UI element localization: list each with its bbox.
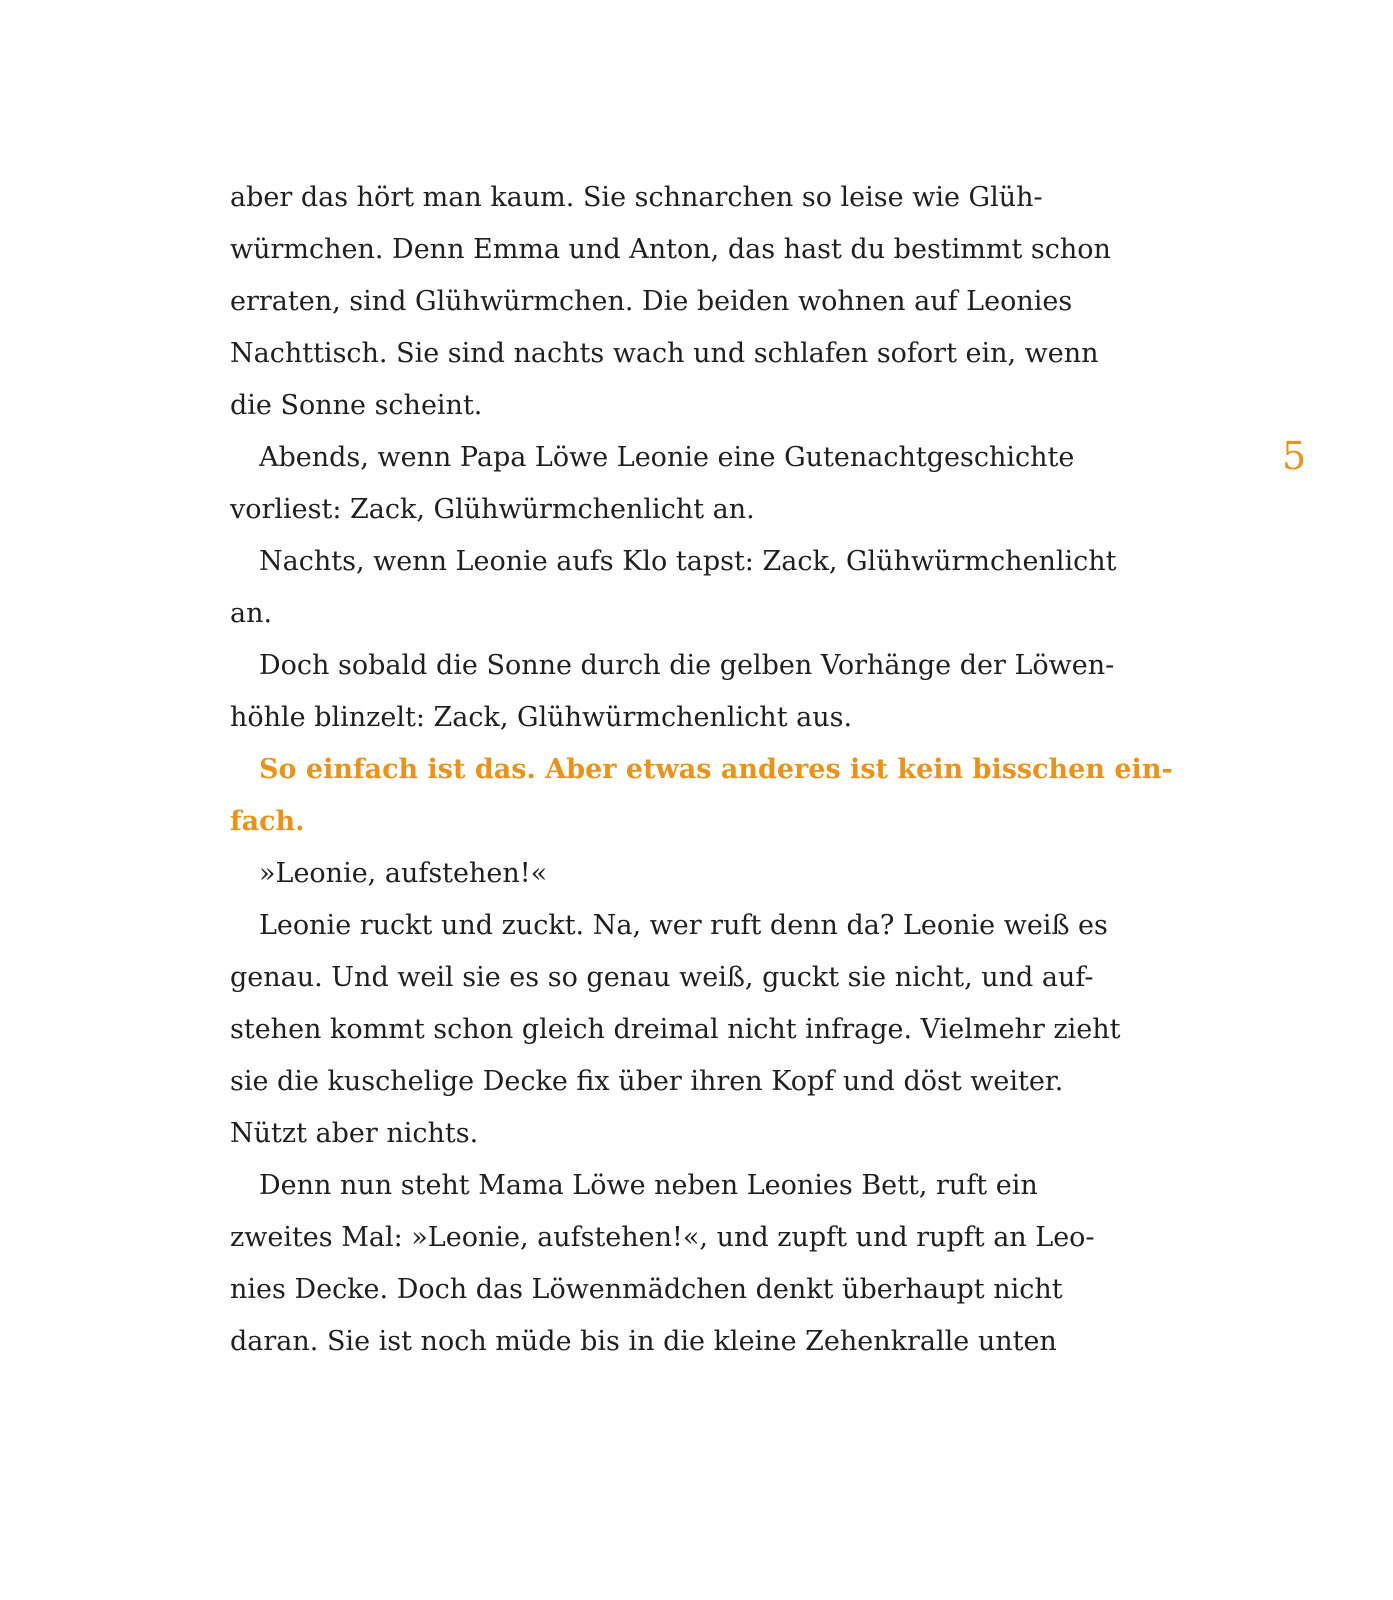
text-line: Doch sobald die Sonne durch die gelben Vorhänge der Löwen- — [259, 650, 1115, 681]
text-line: Nützt aber nichts. — [230, 1118, 479, 1149]
text-line: die Sonne scheint. — [230, 390, 483, 421]
text-line: »Leonie, aufstehen!« — [259, 858, 548, 889]
text-line: Nachttisch. Sie sind nachts wach und schlafen sofort ein, wenn — [230, 338, 1099, 369]
text-line: würmchen. Denn Emma und Anton, das hast du bestimmt schon — [230, 234, 1111, 265]
text-line: Nachts, wenn Leonie aufs Klo tapst: Zack, Glühwürmchenlicht — [259, 546, 1117, 577]
text-line: nies Decke. Doch das Löwenmädchen denkt überhaupt nicht — [230, 1274, 1063, 1305]
text-line: sie die kuschelige Decke fix über ihren Kopf und döst weiter. — [230, 1066, 1064, 1097]
page-number: 5 — [1282, 434, 1307, 478]
text-line: genau. Und weil sie es so genau weiß, guckt sie nicht, und auf- — [230, 962, 1094, 993]
text-line: stehen kommt schon gleich dreimal nicht infrage. Vielmehr zieht — [230, 1014, 1121, 1045]
highlighted-text-line: fach. — [230, 806, 305, 837]
text-line: daran. Sie ist noch müde bis in die kleine Zehenkralle unten — [230, 1326, 1057, 1357]
text-line: Leonie ruckt und zuckt. Na, wer ruft denn da? Leonie weiß es — [259, 910, 1108, 941]
text-line: Denn nun steht Mama Löwe neben Leonies Bett, ruft ein — [259, 1170, 1038, 1201]
text-line: vorliest: Zack, Glühwürmchenlicht an. — [230, 494, 755, 525]
highlighted-text-line: So einfach ist das. Aber etwas anderes ist kein bisschen ein- — [259, 754, 1173, 785]
text-line: aber das hört man kaum. Sie schnarchen so leise wie Glüh- — [230, 182, 1043, 213]
text-line: Abends, wenn Papa Löwe Leonie eine Gutenachtgeschichte — [259, 442, 1075, 473]
text-line: erraten, sind Glühwürmchen. Die beiden wohnen auf Leonies — [230, 286, 1073, 317]
text-line: höhle blinzelt: Zack, Glühwürmchenlicht aus. — [230, 702, 853, 733]
text-line: an. — [230, 598, 273, 629]
text-line: zweites Mal: »Leonie, aufstehen!«, und zupft und rupft an Leo- — [230, 1222, 1095, 1253]
